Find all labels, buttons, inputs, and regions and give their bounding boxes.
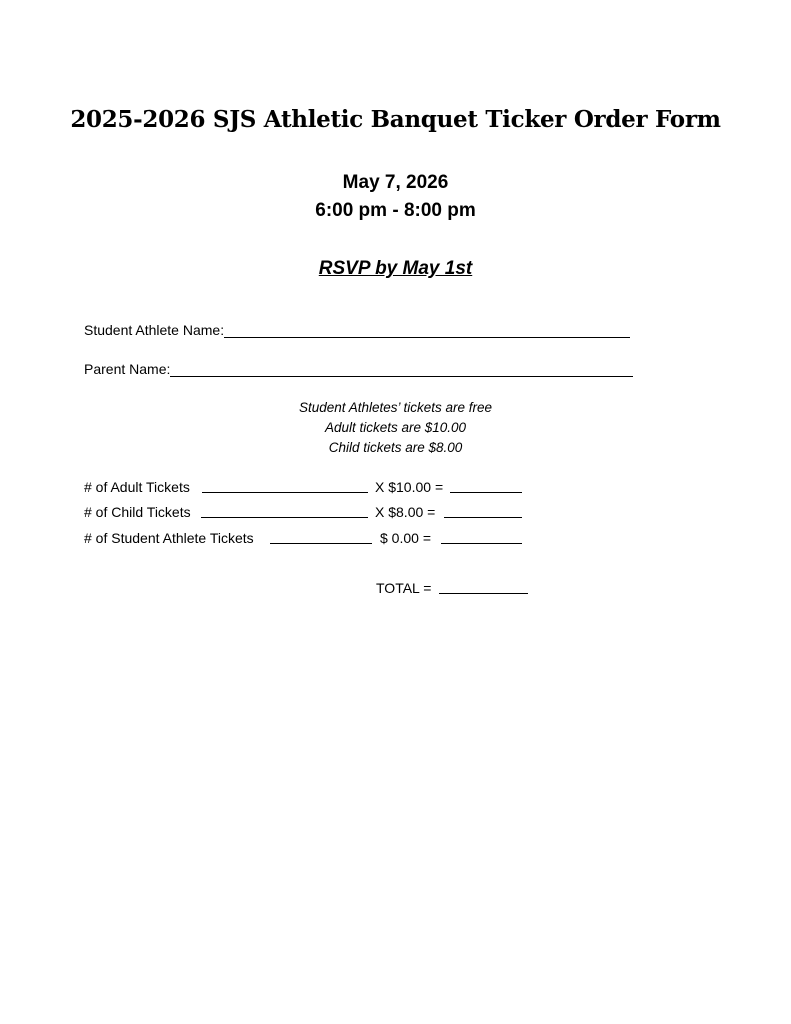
child-tickets-label: # of Child Tickets	[84, 504, 191, 520]
total-row	[376, 578, 536, 596]
parent-name-row	[84, 361, 633, 377]
student-athlete-tickets-quantity-field[interactable]	[270, 542, 372, 544]
note-student-free: Student Athletes’ tickets are free	[298, 400, 493, 415]
total-amount-field[interactable]	[439, 592, 528, 594]
rsvp-deadline: RSVP by May 1st	[318, 258, 473, 279]
child-tickets-quantity-field[interactable]	[201, 516, 368, 518]
adult-tickets-label: # of Adult Tickets	[84, 479, 190, 495]
adult-tickets-quantity-field[interactable]	[202, 491, 368, 493]
total-label: TOTAL =	[376, 580, 432, 596]
student-athlete-name-label: Student Athlete Name:	[84, 322, 225, 338]
adult-tickets-price: X $10.00 =	[375, 479, 444, 495]
student-athlete-name-field[interactable]	[224, 322, 630, 338]
note-adult-price: Adult tickets are $10.00	[324, 420, 467, 435]
child-tickets-price: X $8.00 =	[375, 504, 436, 520]
child-tickets-amount-field[interactable]	[444, 516, 522, 518]
form-title: 2025-2026 SJS Athletic Banquet Ticker Order Form	[70, 106, 721, 133]
note-child-price: Child tickets are $8.00	[328, 440, 463, 455]
child-tickets-row	[84, 502, 544, 520]
student-athlete-tickets-price: $ 0.00 =	[380, 530, 431, 546]
event-time: 6:00 pm - 8:00 pm	[315, 200, 476, 221]
student-athlete-name-row	[84, 322, 630, 338]
adult-tickets-row	[84, 477, 544, 495]
student-athlete-tickets-row	[84, 528, 544, 546]
adult-tickets-amount-field[interactable]	[450, 491, 522, 493]
parent-name-field[interactable]	[170, 361, 633, 377]
event-date: May 7, 2026	[342, 172, 449, 193]
parent-name-label: Parent Name:	[84, 361, 171, 377]
student-athlete-tickets-amount-field[interactable]	[441, 542, 522, 544]
student-athlete-tickets-label: # of Student Athlete Tickets	[84, 530, 254, 546]
